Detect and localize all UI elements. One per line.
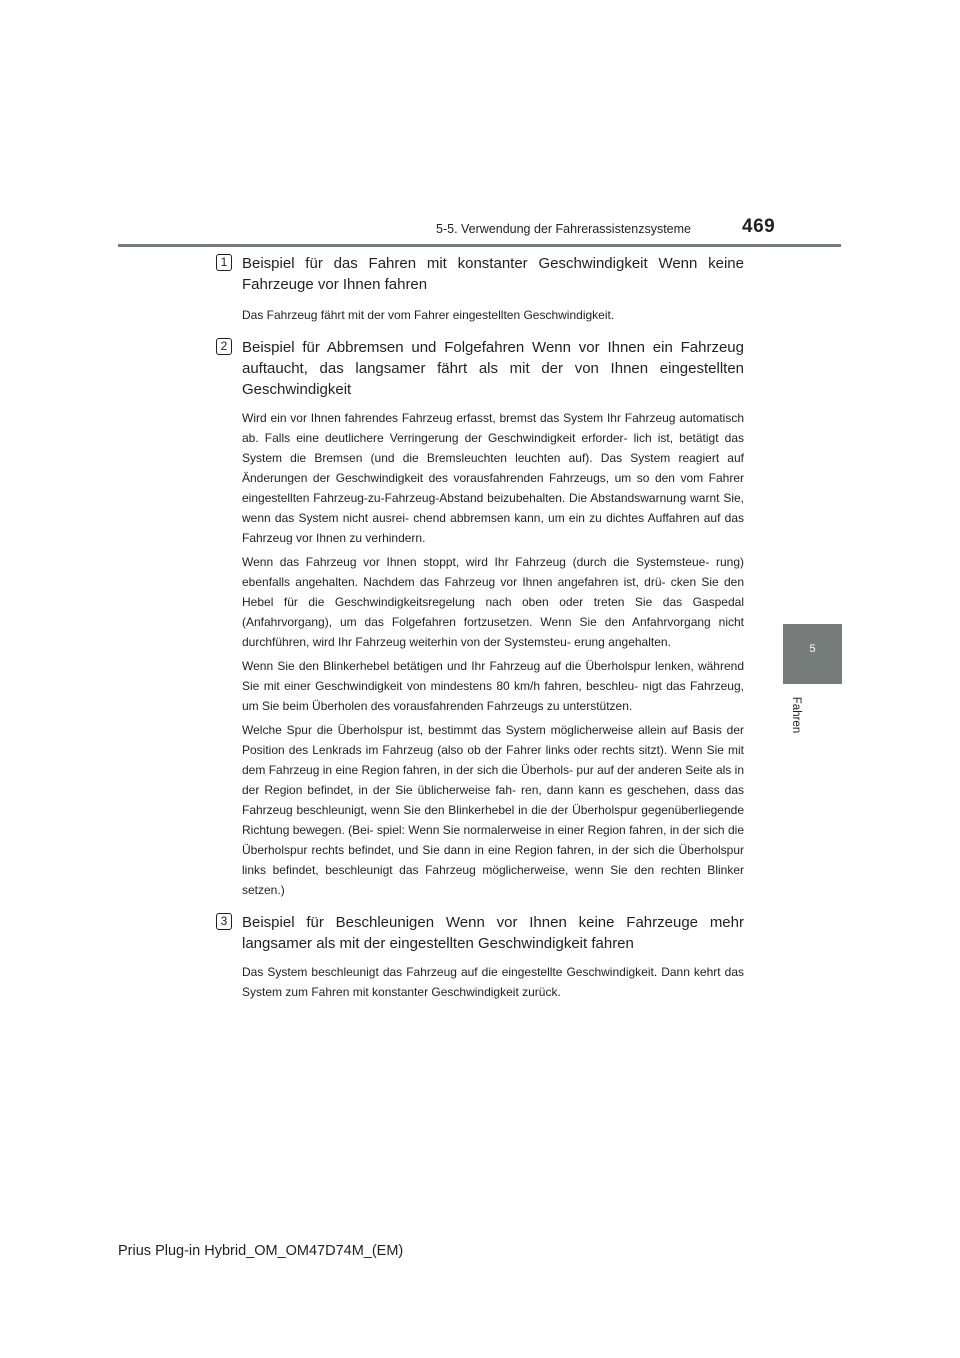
item-paragraph: Wenn Sie den Blinkerhebel betätigen und Ihr Fahrzeug auf die Überholspur lenken, während Sie mit einer Geschwindigkeit von mindestens 80 km/h fahren, beschleu- nigt das Fahrzeug, um Sie beim Überholen des vorausfahrenden Fahrzeugs zu unterstützen. xyxy=(242,659,744,713)
chapter-number: 5 xyxy=(809,643,816,655)
item-heading: Beispiel für das Fahren mit konstanter Geschwindigkeit Wenn keine Fahrzeuge vor Ihnen fahren xyxy=(242,255,744,293)
list-item-3 xyxy=(220,912,744,1002)
item-paragraph: Das System beschleunigt das Fahrzeug auf die eingestellte Geschwindigkeit. Dann kehrt das System zum Fahren mit konstanter Geschwindigkeit zurück. xyxy=(242,965,744,999)
main-content xyxy=(220,253,744,1002)
item-heading: Beispiel für Abbremsen und Folgefahren Wenn vor Ihnen ein Fahrzeug auftaucht, das langsamer fährt als mit der von Ihnen eingestellten Geschwindigkeit xyxy=(242,339,744,398)
footer-manual-id: Prius Plug-in Hybrid_OM_OM47D74M_(EM) xyxy=(118,1243,404,1259)
chapter-label-container xyxy=(786,690,806,740)
list-item-2 xyxy=(220,337,744,900)
section-title: 5-5. Verwendung der Fahrerassistenzsysteme xyxy=(436,222,691,236)
item-paragraph: Wenn das Fahrzeug vor Ihnen stoppt, wird Ihr Fahrzeug (durch die Systemsteue- rung) ebenfalls angehalten. Nachdem das Fahrzeug vor Ihnen angefahren ist, drü- cken Sie den Hebel für die Geschwindigkeitsregelung nach oben oder treten Sie das Gaspedal (Anfahrvorgang), um das Folgefahren fortzusetzen. Wenn Sie den Anfahrvorgang nicht durchführen, wird Ihr Fahrzeug weiterhin von der Systemsteu- erung angehalten. xyxy=(242,555,744,649)
item-number-badge: 2 xyxy=(216,338,232,355)
page-number: 469 xyxy=(742,216,776,237)
item-paragraph: Das Fahrzeug fährt mit der vom Fahrer eingestellten Geschwindigkeit. xyxy=(242,308,615,322)
item-paragraph: Wird ein vor Ihnen fahrendes Fahrzeug erfasst, bremst das System Ihr Fahrzeug automatisch ab. Falls eine deutlichere Verringerung der Geschwindigkeit erforder- lich ist, betätigt das System die Bremsen (und die Bremsleuchten leuchten auf). Das System reagiert auf Änderungen der Geschwindigkeit des vorausfahrenden Fahrzeugs, um so den vom Fahrer eingestellten Fahrzeug-zu-Fahrzeug-Abstand beizubehalten. Die Abstandswarnung warnt Sie, wenn das System nicht ausrei- chend abbremsen kann, um ein zu dichtes Auffahren auf das Fahrzeug vor Ihnen zu verhindern. xyxy=(242,411,744,545)
item-heading: Beispiel für Beschleunigen Wenn vor Ihnen keine Fahrzeuge mehr langsamer als mit der eingestellten Geschwindigkeit fahren xyxy=(242,914,744,952)
item-number-badge: 3 xyxy=(216,913,232,930)
header-divider xyxy=(118,244,841,247)
chapter-tab xyxy=(783,624,842,684)
list-item-1 xyxy=(220,253,744,325)
item-paragraph: Welche Spur die Überholspur ist, bestimmt das System möglicherweise allein auf Basis der Position des Lenkrads im Fahrzeug (also ob der Fahrer links oder rechts sitzt). Wenn Sie mit dem Fahrzeug in eine Region fahren, in der sich die Überhols- pur auf der anderen Seite als in der Region befindet, in der Sie üblicherweise fah- ren, dann kann es geschehen, dass das Fahrzeug beschleunigt, wenn Sie den Blinkerhebel in die der Überholspur gegenüberliegende Richtung bewegen. (Bei- spiel: Wenn Sie normalerweise in einer Region fahren, in der sich die Überholspur rechts befindet, und Sie dann in eine Region fahren, in der sich die Überholspur links befindet, beschleunigt das Fahrzeug möglicherweise, wenn Sie den rechten Blinker setzen.) xyxy=(242,723,744,897)
chapter-label: Fahren xyxy=(790,696,802,734)
item-number-badge: 1 xyxy=(216,254,232,271)
